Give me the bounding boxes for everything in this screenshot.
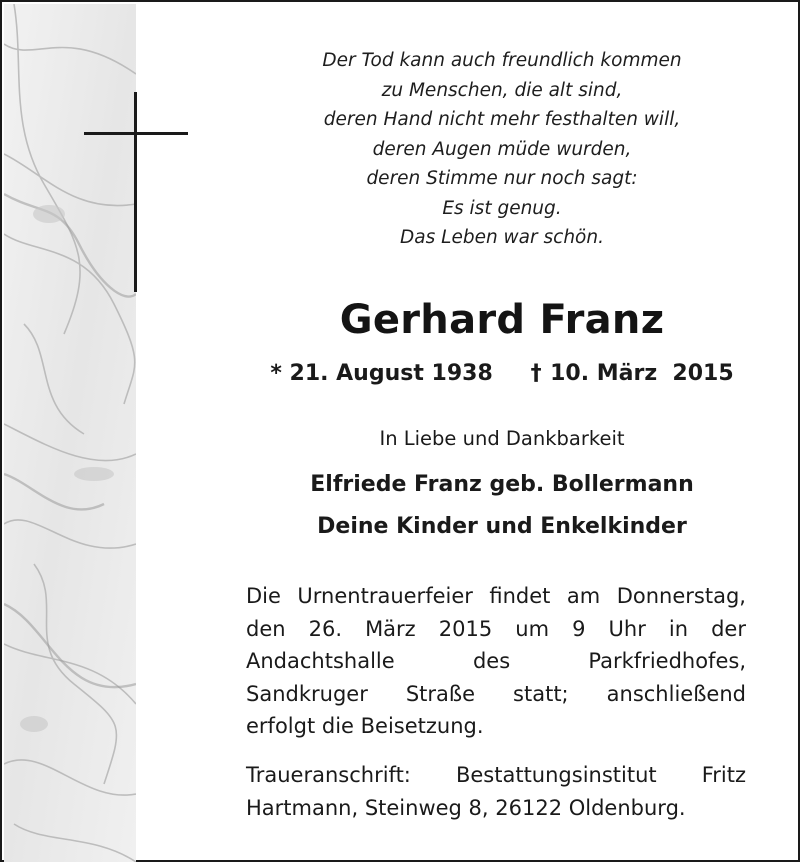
birth-symbol: * [270,361,282,386]
mourner-name: Deine Kinder und Enkelkinder [317,514,687,539]
ceremony-line [246,613,746,646]
word: März [365,616,416,641]
word: Die [246,584,281,608]
word: Fritz [701,763,746,787]
word: Straße [405,681,476,706]
poem-line: deren Stimme nur noch sagt: [366,168,638,189]
poem [232,46,772,253]
word: um [515,616,550,641]
word: 2015 [438,616,493,641]
word: Bestattungsinstitut [455,763,657,787]
poem-line: Das Leben war schön. [400,227,604,248]
birth-date: 21. August 1938 [289,361,493,386]
word: 9 [572,616,586,641]
word: statt; [513,681,569,706]
death-date: 10. März 2015 [550,361,734,386]
word: in [668,616,689,641]
mourning-address [246,759,746,824]
word: Andachtshalle [246,649,395,673]
poem-line: Es ist genug. [442,197,562,219]
cross-icon [84,92,188,292]
poem-line: zu Menschen, die alt sind, [381,79,623,101]
word: Hartmann, Steinweg 8, 26122 Oldenburg. [246,795,686,820]
ceremony-line [246,580,746,613]
word: anschließend [606,681,746,706]
word: Donnerstag, [616,584,746,608]
mourners-intro: In Liebe und Dankbarkeit [379,427,625,450]
word: Traueranschrift: [246,763,411,787]
address-line [246,792,746,825]
word: des [472,649,511,673]
word: den [246,616,286,641]
mourner-name: Elfriede Franz geb. Bollermann [310,472,694,497]
poem-line: deren Hand nicht mehr festhalten will, [323,109,681,130]
poem-line: deren Augen müde wurden, [372,138,632,160]
word: am [566,584,601,608]
ceremony-line [246,678,746,711]
word: Parkfriedhofes, [588,649,746,673]
poem-line: Der Tod kann auch freundlich kommen [322,50,682,71]
deceased-name: Gerhard Franz [339,297,665,343]
word: erfolgt die Beisetzung. [246,714,484,738]
ceremony-line [246,645,746,678]
word: Uhr [608,616,646,641]
word: Urnentrauerfeier [297,584,473,608]
word: der [711,616,746,641]
address-line [246,759,746,792]
ceremony-line [246,710,746,743]
word: findet [489,584,551,608]
word: 26. [308,616,343,641]
ceremony-notice [246,580,746,743]
dagger-icon: † [530,361,542,386]
word: Sandkruger [246,681,368,706]
life-dates [222,358,782,390]
mourners-names [222,464,782,548]
